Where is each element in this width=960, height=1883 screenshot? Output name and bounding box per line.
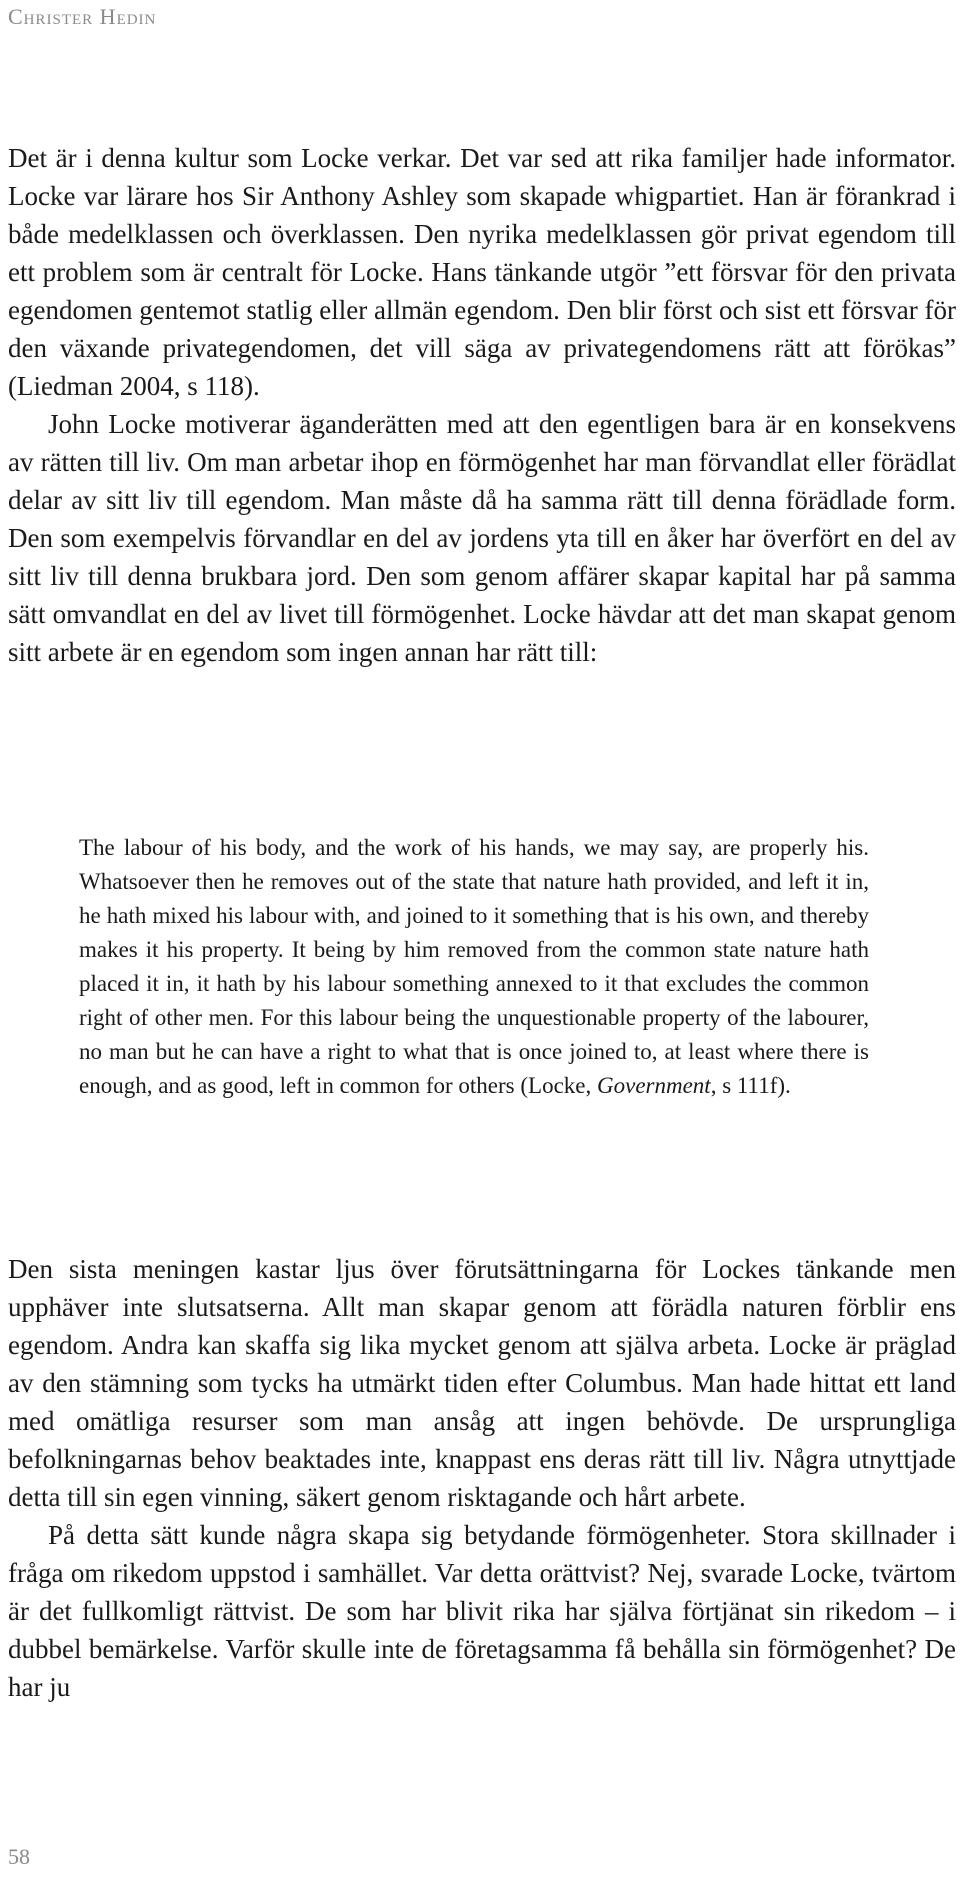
paragraph-last-sentence: Den sista meningen kastar ljus över förutsättningarna för Lockes tänkande men upphäver inte slutsatserna. Allt man skapar genom att förädla naturen förblir ens egendom. Andra kan skaffa sig lika mycket genom att själva arbeta. Locke är präglad av den stämning som tycks ha utmärkt tiden efter Columbus. Man hade hittat ett land med omätliga resurser som man ansåg att ingen behövde. De ursprungliga befolkningarnas behov beaktades inte, knappast ens deras rätt till liv. Några utnyttjade detta till sin egen vinning, säkert genom risktagande och hårt arbete. xyxy=(8,1254,956,1512)
quote-citation-title: Government xyxy=(597,1073,711,1098)
paragraph-fortunes: På detta sätt kunde några skapa sig betydande förmögenheter. Stora skillnader i fråga om rikedom uppstod i samhället. Var detta orättvist? Nej, svarade Locke, tvärtom är det fullkomligt rättvist. De som har blivit rika har själva förtjänat sin rikedom – i dubbel bemärkelse. Varför skulle inte de företagsamma få behålla sin förmögenhet? De har ju xyxy=(8,1520,956,1702)
body-section-bottom xyxy=(8,1250,956,1706)
block-quote-locke xyxy=(79,831,869,1103)
paragraph-property-rights: John Locke motiverar äganderätten med att den egentligen bara är en konsekvens av rätten till liv. Om man arbetar ihop en förmögenhet har man förvandlat eller förädlat delar av sitt liv till egendom. Man måste då ha samma rätt till denna förädlade form. Den som exempelvis förvandlar en del av jordens yta till en åker har överfört en del av sitt liv till denna brukbara jord. Den som genom affärer skapar kapital har på samma sätt omvandlat en del av livet till förmögenhet. Locke hävdar att det man skapat genom sitt arbete är en egendom som ingen annan har rätt till: xyxy=(8,409,956,667)
quote-text: The labour of his body, and the work of his hands, we may say, are properly his. Whatsoever then he removes out of the state that nature hath provided, and left it in, he hath mixed his labour with, and joined to it something that is his own, and thereby makes it his property. It being by him removed from the common state nature hath placed it in, it hath by his labour something annexed to it that excludes the common right of other men. For this labour being the unquestionable property of the labourer, no man but he can have a right to what that is once joined to, at least where there is enough, and as good, left in common for others (Locke, xyxy=(79,835,869,1098)
paragraph-locke-context: Det är i denna kultur som Locke verkar. Det var sed att rika familjer hade informator. Locke var lärare hos Sir Anthony Ashley som skapade whigpartiet. Han är förankrad i både medelklassen och överklassen. Den nyrika medelklassen gör privat egendom till ett problem som är centralt för Locke. Hans tänkande utgör ”ett försvar för den privata egendomen gentemot statlig eller allmän egendom. Den blir först och sist ett försvar för den växande privategendomen, det vill säga av privategendomens rätt att förökas” (Liedman 2004, s 118). xyxy=(8,143,956,401)
running-head: Christer Hedin xyxy=(8,4,157,29)
body-section-top xyxy=(8,139,956,671)
page-number: 58 xyxy=(8,1844,30,1869)
quote-citation-end: , s 111f). xyxy=(710,1073,791,1098)
